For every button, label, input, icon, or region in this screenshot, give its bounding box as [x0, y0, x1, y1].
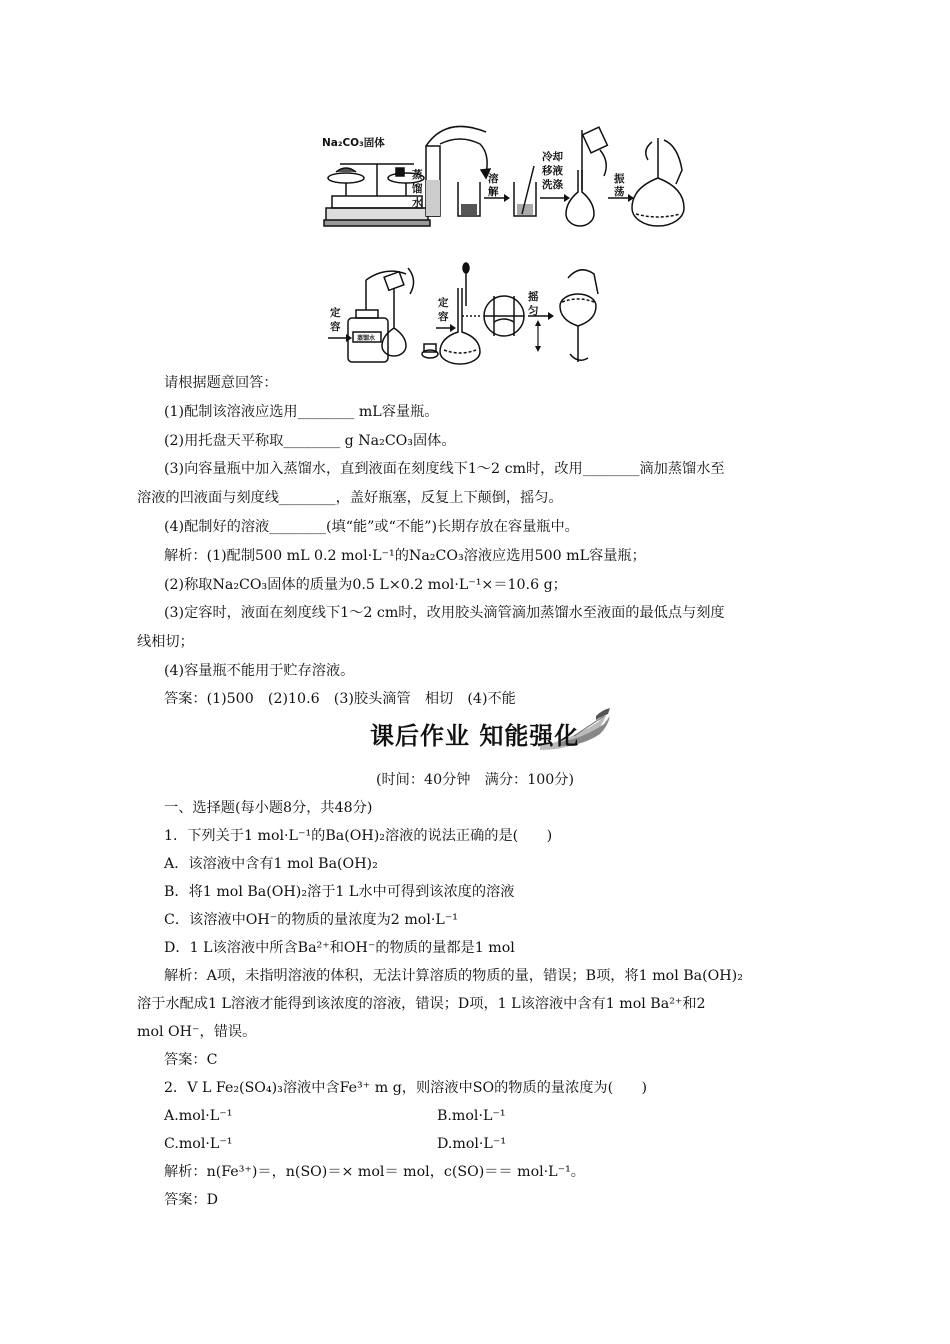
question-3-continued: 溶液的凹液面与刻度线________，盖好瓶塞，反复上下颠倒，摇匀。 — [137, 490, 563, 506]
q2-option-d: D.mol·L⁻¹ — [437, 1136, 507, 1152]
analysis-line-4: (4)容量瓶不能用于贮存溶液。 — [164, 663, 355, 679]
experiment-figure-bottom — [326, 258, 616, 370]
analysis-line-1: 解析：(1)配制500 mL 0.2 mol·L⁻¹的Na₂CO₃溶液应选用500 mL容量瓶； — [164, 548, 646, 564]
analysis-line-2: (2)称取Na₂CO₃固体的质量为0.5 L×0.2 mol·L⁻¹×＝10.6 g； — [164, 577, 567, 593]
q1-analysis-1: 解析：A项，未指明溶液的体积，无法计算溶质的物质的量，错误；B项，将1 mol Ba(OH)₂ — [164, 968, 743, 984]
question-2-line: (2)用托盘天平称取________ g Na₂CO₃固体。 — [164, 433, 456, 449]
label-distilled-water-3: 水 — [412, 197, 423, 209]
label-constant-volume-b1: 定 — [438, 297, 449, 309]
label-constant-volume-a1: 定 — [330, 307, 341, 319]
exam-info: (时间：40分钟 满分：100分) — [375, 772, 575, 788]
section-heading: 一、选择题(每小题8分，共48分) — [164, 800, 373, 816]
analysis-line-3: (3)定容时，液面在刻度线下1～2 cm时，改用胶头滴管滴加蒸馏水至液面的最低点与刻度 — [164, 605, 725, 621]
wash-bottle-icon — [348, 271, 406, 362]
label-shake-well-1: 摇 — [528, 291, 539, 303]
q1-option-a: A．该溶液中含有1 mol Ba(OH)₂ — [164, 856, 378, 872]
label-constant-volume-b2: 容 — [438, 311, 449, 323]
beaker-stirring-icon — [514, 166, 536, 216]
q1-analysis-3: mol OH⁻，错误。 — [137, 1024, 257, 1040]
q1-analysis-2: 溶于水配成1 L溶液才能得到该浓度的溶液，错误；D项，1 L该溶液中含有1 mol Ba²⁺和2 — [137, 996, 706, 1012]
volumetric-flask-icon-2 — [382, 268, 438, 358]
section-banner — [360, 706, 628, 756]
figure-top-drawing — [318, 120, 688, 236]
swirling-flask-icon — [632, 138, 684, 226]
label-dissolve-1: 溶 — [488, 173, 499, 185]
q2-option-c: C.mol·L⁻¹ — [164, 1136, 233, 1152]
question-3-line: (3)向容量瓶中加入蒸馏水，直到液面在刻度线下1～2 cm时，改用________滴加蒸馏水至 — [164, 461, 725, 477]
label-constant-volume-a2: 容 — [330, 321, 341, 333]
label-transfer: 移液 — [542, 165, 563, 177]
label-distilled-water-1: 蒸 — [412, 169, 423, 181]
experiment-figure-top — [318, 120, 688, 236]
q2-stem: 2．V L Fe₂(SO₄)₃溶液中含Fe³⁺ m g，则溶液中SO的物质的量浓度为( ) — [164, 1080, 648, 1096]
label-wash: 洗涤 — [542, 179, 563, 191]
label-cool: 冷却 — [542, 151, 563, 163]
question-1-line: (1)配制该溶液应选用________ mL容量瓶。 — [164, 404, 439, 420]
label-distilled-water-2: 馏 — [412, 183, 423, 195]
label-shake-2: 荡 — [614, 186, 625, 198]
analysis-line-3-continued: 线相切； — [137, 634, 194, 650]
label-shake-well-2: 匀 — [528, 305, 539, 317]
volumetric-flask-icon — [566, 127, 607, 226]
q2-analysis: 解析：n(Fe³⁺)＝，n(SO)＝× mol＝ mol，c(SO)＝＝ mol·L⁻¹。 — [164, 1164, 585, 1180]
meniscus-magnifier-icon — [462, 296, 524, 336]
answer-line: 答案：(1)500 (2)10.6 (3)胶头滴管 相切 (4)不能 — [164, 691, 516, 707]
q1-option-c: C．该溶液中OH⁻的物质的量浓度为2 mol·L⁻¹ — [164, 912, 458, 928]
q1-stem: 1．下列关于1 mol·L⁻¹的Ba(OH)₂溶液的说法正确的是( ) — [164, 828, 553, 844]
q1-option-d: D．1 L该溶液中所含Ba²⁺和OH⁻的物质的量都是1 mol — [164, 940, 515, 956]
label-bottle: 蒸馏水 — [357, 335, 376, 342]
q1-answer: 答案：C — [164, 1052, 218, 1068]
figure-bottom-drawing — [326, 258, 616, 370]
question-4-line: (4)配制好的溶液________(填“能”或“不能”)长期存放在容量瓶中。 — [164, 519, 579, 535]
q1-option-b: B．将1 mol Ba(OH)₂溶于1 L水中可得到该浓度的溶液 — [164, 884, 515, 900]
banner-title: 课后作业 知能强化 — [370, 722, 580, 750]
label-shake-1: 振 — [614, 173, 625, 185]
prompt-line: 请根据题意回答： — [164, 375, 278, 391]
inverted-flask-icon — [560, 270, 598, 362]
beaker-icon — [458, 182, 480, 216]
label-dissolve-2: 解 — [488, 186, 499, 198]
label-na2co3-solid: Na₂CO₃固体 — [322, 137, 385, 149]
q2-option-b: B.mol·L⁻¹ — [437, 1108, 506, 1124]
q2-answer: 答案：D — [164, 1192, 218, 1208]
q2-option-a: A.mol·L⁻¹ — [164, 1108, 233, 1124]
